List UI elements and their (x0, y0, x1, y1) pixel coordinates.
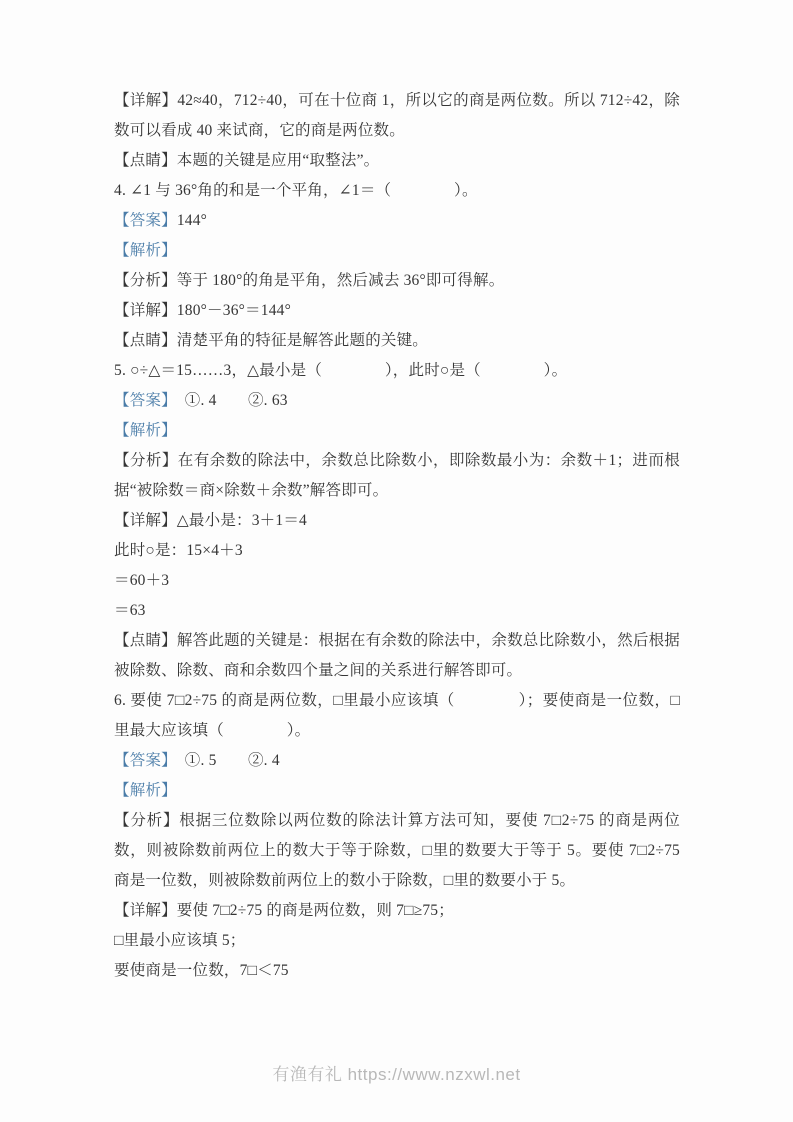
section-label: 【答案】 (114, 212, 177, 229)
paragraph-text: 4. ∠1 与 36°角的和是一个平角，∠1＝（ ）。 (114, 182, 478, 199)
paragraph-text: 【点睛】解答此题的关键是：根据在有余数的除法中，余数总比除数小，然后根据被除数、除数、商和余数四个量之间的关系进行解答即可。 (114, 632, 680, 679)
footer-watermark-text: 有渔有礼 https://www.nzxwl.net (272, 1065, 521, 1084)
paragraph-text: 要使商是一位数，7□＜75 (114, 962, 289, 979)
text-paragraph (114, 806, 680, 896)
section-label: 【答案】 (114, 752, 170, 769)
paragraph-text: 【详解】180°－36°＝144° (114, 302, 291, 319)
text-paragraph (114, 86, 680, 146)
text-paragraph (114, 206, 680, 236)
text-paragraph (114, 176, 680, 206)
text-paragraph (114, 746, 680, 776)
paragraph-text: ①. 5 ②. 4 (169, 752, 280, 769)
text-paragraph (114, 236, 680, 266)
paragraph-text: 144° (176, 212, 208, 229)
text-paragraph (114, 506, 680, 536)
text-paragraph (114, 356, 680, 386)
paragraph-text: ＝60＋3 (114, 572, 170, 589)
text-paragraph (114, 266, 680, 296)
text-paragraph (114, 416, 680, 446)
paragraph-text: 此时○是：15×4＋3 (114, 542, 243, 559)
paragraph-text: 【详解】42≈40，712÷40，可在十位商 1，所以它的商是两位数。所以 712÷42，除数可以看成 40 来试商，它的商是两位数。 (114, 92, 680, 139)
paragraph-text: 【点睛】清楚平角的特征是解答此题的关键。 (114, 332, 429, 349)
paragraph-text: 6. 要使 7□2÷75 的商是两位数，□里最小应该填（ ）；要使商是一位数，□里最大应该填（ ）。 (114, 692, 680, 739)
paragraph-text: 【分析】在有余数的除法中，余数总比除数小，即除数最小为：余数＋1；进而根据“被除数＝商×除数＋余数”解答即可。 (114, 452, 680, 499)
document-content (114, 86, 680, 986)
section-label: 【解析】 (114, 242, 177, 259)
section-label: 【解析】 (114, 782, 177, 799)
paragraph-text: 【详解】要使 7□2÷75 的商是两位数，则 7□≥75； (114, 902, 454, 919)
paragraph-text: ①. 4 ②. 63 (169, 392, 288, 409)
paragraph-text: □里最小应该填 5； (114, 932, 246, 949)
paragraph-text: 【分析】等于 180°的角是平角，然后减去 36°即可得解。 (114, 272, 505, 289)
text-paragraph (114, 446, 680, 506)
paragraph-text: 【分析】根据三位数除以两位数的除法计算方法可知，要使 7□2÷75 的商是两位数，则被除数前两位上的数大于等于除数，□里的数要大于等于 5。要使 7□2÷75 商是一位数，则被除数前两位上的数小于除数，□里的数要小于 5。 (114, 812, 680, 889)
paragraph-text: ＝63 (114, 602, 146, 619)
text-paragraph (114, 776, 680, 806)
text-paragraph (114, 626, 680, 686)
section-label: 【解析】 (114, 422, 177, 439)
text-paragraph (114, 386, 680, 416)
text-paragraph (114, 536, 680, 566)
paragraph-text: 【详解】△最小是：3＋1＝4 (114, 512, 307, 529)
text-paragraph (114, 566, 680, 596)
text-paragraph (114, 926, 680, 956)
paragraph-text: 【点睛】本题的关键是应用“取整法”。 (114, 152, 380, 169)
text-paragraph (114, 896, 680, 926)
text-paragraph (114, 686, 680, 746)
text-paragraph (114, 596, 680, 626)
section-label: 【答案】 (114, 392, 170, 409)
text-paragraph (114, 296, 680, 326)
page-footer (0, 1060, 793, 1085)
text-paragraph (114, 146, 680, 176)
text-paragraph (114, 956, 680, 986)
text-paragraph (114, 326, 680, 356)
paragraph-text: 5. ○÷△＝15……3，△最小是（ ），此时○是（ ）。 (114, 362, 568, 379)
